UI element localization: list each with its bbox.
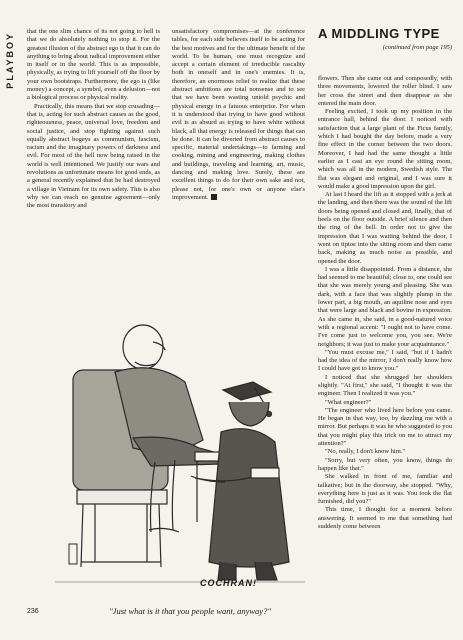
continued-note: (continued from page 195) [382, 44, 452, 51]
end-of-article-mark [211, 194, 217, 200]
page-number: 236 [27, 608, 39, 615]
article-paragraph: "The engineer who lived here before you came. He began in that way, too, by dazzling me with a mirror. But perhaps it was he who suggested to you that you might play this trick on me to attract my attention?" [318, 406, 452, 448]
article-paragraph: "You must excuse me," I said, "but if I hadn't had the idea of the mirror, I don't really know how I could have got to know you." [318, 348, 452, 373]
essay-column-2 [172, 28, 305, 246]
cartoon-caption: "Just what is it that you people want, anyway?" [109, 606, 271, 616]
essay-paragraph: Practically, this means that we stop crusading—that is, acting for such abstract causes as the good, righteousness, peace, universal love, freedom and social justice, and stop fighting against such equally abstract bogeys as communism, fascism, racism and the imaginary powers of darkness and evil. For most of the hell now being raised in the world is well intentioned. We justify our wars and revolutions as unfortunate means for good ends, as a general recently explained that he had destroyed a village in Vietnam for its own safety. This is also why we can reach no genuine agreement—only the most transitory and [27, 102, 160, 210]
article-paragraph: At last I heard the lift as it stopped with a jerk at the landing, and then there was the sound of the lift doors being opened and closed and, finally, that of heels on the floor outside. A brief silence and then the ring of the bell. In order not to give the impression that I was waiting behind the door, I went on tiptoe into the sitting room and then came back, making as much noise as possible, and opened the door. [318, 191, 452, 265]
article-paragraph: This time, I thought for a moment before answering. It seemed to me that something had suddenly come between [318, 506, 452, 531]
article-title: A MIDDLING TYPE [318, 26, 440, 41]
cartoon-illustration [55, 262, 305, 592]
article-paragraph: I was a little disappointed. From a distance, she had seemed to me beautiful; close to, one could see that she was merely young and pleasing. She was dark, with a face that was slightly plump in the lower part, a big mouth, an aquiline nose and eyes that were large and black and bovine in expression. As she came in, she said, in a good-natured voice with a regional accent: "I ought not to have come. I've come just to welcome you, you see. We're neighbors; it was just to make your acquaintance." [318, 265, 452, 348]
essay-paragraph: unsatisfactory compromises—at the conference tables, for each side believes itself to be acting for the best motives and for the ultimate benefit of the world. To be human, one must recognize and accept a certain element of irreducible rascality both in oneself and in one's enemies. It is, therefore, an enormous relief to realize that these abstract ambitions are total nonsense and to see that we have been wasting untold psychic and physical energy in a fatuous enterprise. For when it is understood that trying to have good without evil is as absurd as trying to have white without black, all that energy is released for things that can be done. It can be diverted from abstract causes to specific, material undertakings—to farming and cooking, mining and engineering, making clothes and buildings, traveling and learning, art, music, dancing and making love. Surely, these are excellent things to do for their own sake and not, please not, for one's own or anyone else's improvement. [172, 28, 305, 201]
article-paragraph: flowers. Then she came out and composedly, with three movements, lowered the roller blind. I saw her cross the street and then disappear as she entered the main door. [318, 75, 452, 107]
graduate-figure [191, 382, 289, 580]
bottle [69, 544, 77, 564]
article-paragraph: "No, really, I don't know him." [325, 448, 406, 456]
essay-paragraph: that the one slim chance of its not going to hell is that we do absolutely nothing to stop it. For the greatest illusion of the abstract ego is that it can do anything to bring about radical improvement either in itself or in the world. This is as impossible, physically, as trying to lift yourself off the floor by your own bootstraps. Furthermore, the ego is (like money) a concept, a symbol, even a delusion—not a biological process or physical reality. [27, 28, 160, 102]
magazine-side-label: PLAYBOY [5, 32, 15, 89]
artist-signature: COCHRAN! [200, 578, 257, 588]
article-column [318, 75, 452, 623]
article-paragraph: "What engineer?" [325, 398, 372, 406]
essay-column-1 [27, 28, 160, 254]
article-paragraph: I noticed that she shrugged her shoulders slightly. "At first," she said, "I thought it was the engineer. Then I realized it was you." [318, 373, 452, 398]
article-paragraph: "Sorry, but very often, you know, things do happen like that." [318, 456, 452, 472]
article-paragraph: She walked in front of me, familiar and talkative; but in the doorway, she stopped. "Why, everything here is just as it was. You took the flat furnished, did you?" [318, 473, 452, 506]
article-paragraph: Feeling excited, I took up my position in the entrance hall, behind the door. I noticed with satisfaction that a large plant of the Ficus family, which I had bought the day before, made a very fine effect in the corner between the two doors. Moreover, I had had the same thought a little earlier as I cast an eye round the sitting room, which was all in the modern, Swedish style. The flat was elegant and original, and I was sure it would make a good impression upon the girl. [318, 108, 452, 190]
